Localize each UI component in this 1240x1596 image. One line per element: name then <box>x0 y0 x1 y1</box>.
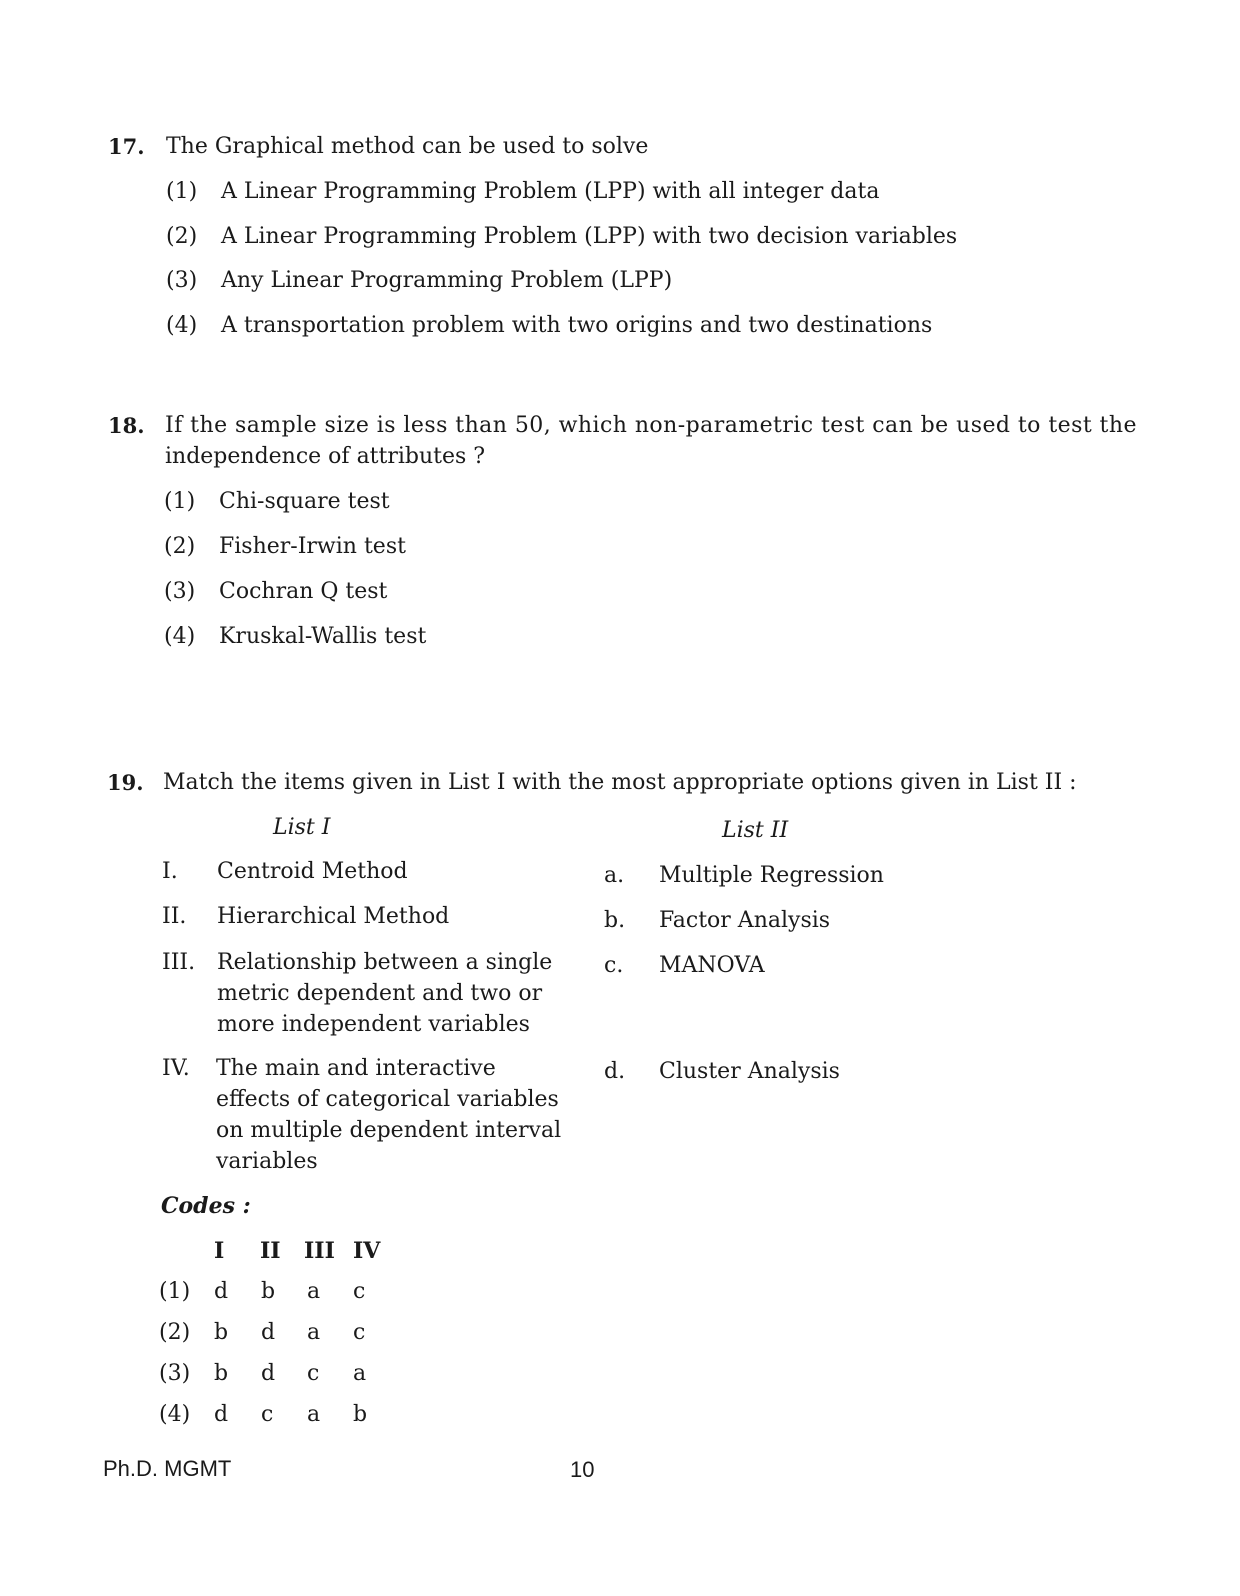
list1-item-1-number: I. <box>162 859 178 884</box>
codes-row-3-number: (3) <box>159 1361 191 1386</box>
q18-option-3-number: (3) <box>164 579 196 604</box>
codes-row-2-iv: c <box>353 1320 366 1345</box>
codes-row-3-iii: c <box>307 1361 320 1386</box>
q17-option-3-text: Any Linear Programming Problem (LPP) <box>221 268 673 293</box>
list2-item-b-letter: b. <box>604 908 626 933</box>
codes-row-2-i: b <box>214 1320 229 1345</box>
list1-item-3-number: III. <box>162 950 196 975</box>
q17-option-2-text: A Linear Programming Problem (LPP) with two decision variables <box>221 224 958 249</box>
codes-row-3-iv: a <box>353 1361 367 1386</box>
codes-row-2-ii: d <box>261 1320 276 1345</box>
list1-item-1-text: Centroid Method <box>217 859 408 884</box>
codes-row-4-i: d <box>214 1402 229 1427</box>
codes-row-4-ii: c <box>261 1402 274 1427</box>
codes-row-1-i: d <box>214 1279 229 1304</box>
list2-heading: List II <box>722 818 789 843</box>
q18-option-1-text: Chi-square test <box>219 489 390 514</box>
list2-item-a-text: Multiple Regression <box>659 863 884 888</box>
q17-option-4-number: (4) <box>166 313 198 338</box>
q17-option-1-number: (1) <box>166 179 198 204</box>
codes-row-1-iii: a <box>307 1279 321 1304</box>
q17-option-1-text: A Linear Programming Problem (LPP) with all integer data <box>221 179 880 204</box>
list2-item-d-letter: d. <box>604 1059 626 1084</box>
footer-course-code: Ph.D. MGMT <box>103 1456 232 1481</box>
list1-item-4-number: IV. <box>162 1056 190 1081</box>
q18-option-4-number: (4) <box>164 624 196 649</box>
codes-row-1-ii: b <box>261 1279 276 1304</box>
q17-option-2-number: (2) <box>166 224 198 249</box>
codes-row-4-iv: b <box>353 1402 368 1427</box>
q19-question-text: Match the items given in List I with the most appropriate options given in List II : <box>163 770 1077 795</box>
q17-number: 17. <box>108 134 145 159</box>
list2-item-d-text: Cluster Analysis <box>659 1059 840 1084</box>
codes-row-4-number: (4) <box>159 1402 191 1427</box>
footer-page-number: 10 <box>570 1457 595 1482</box>
q17-option-4-text: A transportation problem with two origins and two destinations <box>221 313 933 338</box>
codes-row-1-number: (1) <box>159 1279 191 1304</box>
codes-row-4-iii: a <box>307 1402 321 1427</box>
q18-option-2-number: (2) <box>164 534 196 559</box>
codes-row-2-number: (2) <box>159 1320 191 1345</box>
codes-row-3-i: b <box>214 1361 229 1386</box>
list1-item-4-text-line3: on multiple dependent interval <box>216 1118 562 1143</box>
q17-question-text: The Graphical method can be used to solve <box>166 134 649 159</box>
list1-item-2-number: II. <box>162 904 187 929</box>
q18-question-text-line1: If the sample size is less than 50, which non-parametric test can be used to test the <box>165 413 1137 438</box>
codes-header-iii: III <box>304 1238 335 1264</box>
list2-item-b-text: Factor Analysis <box>659 908 831 933</box>
list2-item-a-letter: a. <box>604 863 625 888</box>
list1-item-2-text: Hierarchical Method <box>217 904 450 929</box>
q18-option-1-number: (1) <box>164 489 196 514</box>
list2-item-c-text: MANOVA <box>659 953 765 978</box>
q18-number: 18. <box>108 413 145 438</box>
q19-number: 19. <box>107 770 144 795</box>
q18-question-text-line2: independence of attributes ? <box>165 444 486 469</box>
codes-row-2-iii: a <box>307 1320 321 1345</box>
codes-label: Codes : <box>161 1193 251 1219</box>
q17-option-3-number: (3) <box>166 268 198 293</box>
codes-row-3-ii: d <box>261 1361 276 1386</box>
q18-option-4-text: Kruskal-Wallis test <box>219 624 427 649</box>
list1-item-4-text-line4: variables <box>216 1149 318 1174</box>
codes-header-ii: II <box>260 1238 281 1264</box>
list1-item-3-text-line1: Relationship between a single <box>217 950 553 975</box>
list1-item-4-text-line2: effects of categorical variables <box>216 1087 559 1112</box>
codes-header-iv: IV <box>353 1238 381 1264</box>
list1-item-4-text-line1: The main and interactive <box>216 1056 496 1081</box>
list1-item-3-text-line3: more independent variables <box>217 1012 530 1037</box>
list1-item-3-text-line2: metric dependent and two or <box>217 981 543 1006</box>
list2-item-c-letter: c. <box>604 953 624 978</box>
list1-heading: List I <box>273 815 331 840</box>
codes-header-i: I <box>214 1238 225 1264</box>
codes-row-1-iv: c <box>353 1279 366 1304</box>
q18-option-2-text: Fisher-Irwin test <box>219 534 406 559</box>
q18-option-3-text: Cochran Q test <box>219 579 388 604</box>
